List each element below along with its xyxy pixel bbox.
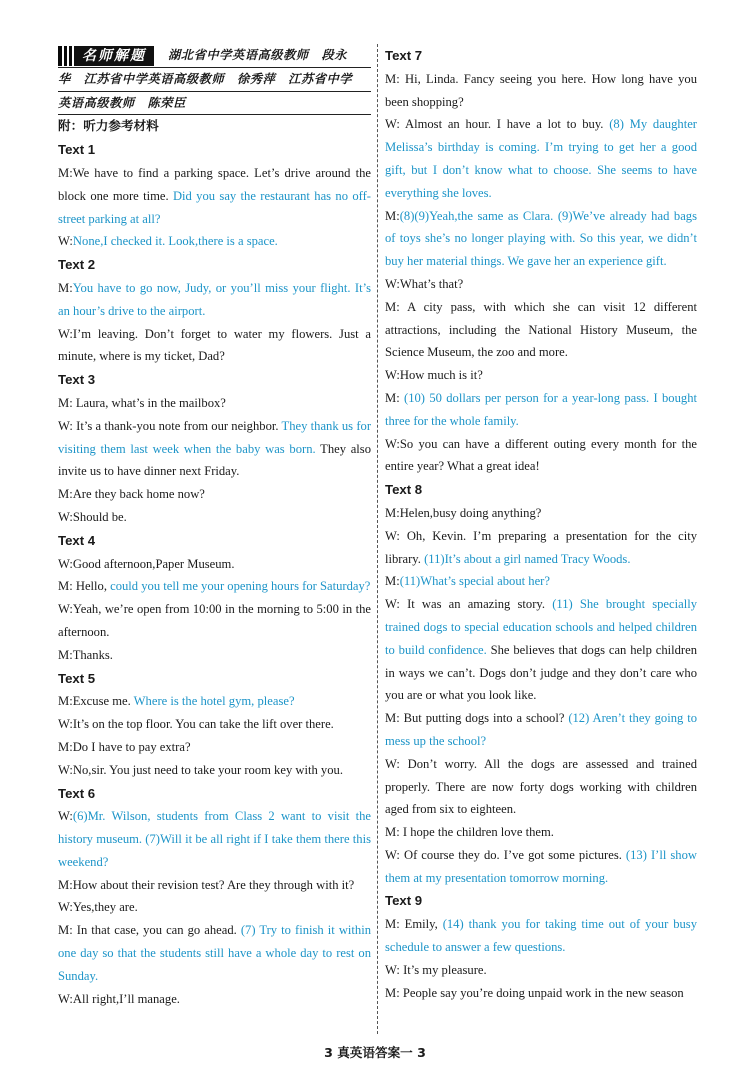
dialogue-text: M:How about their revision test? Are they through with it? [58,877,355,892]
dialogue-text: M: A city pass, with which she can visit 12 different attractions, including the National History Museum, the Science Museum, the zoo and more. [385,299,697,360]
dialogue-line [58,759,371,782]
dialogue-text: W:All right,I’ll manage. [58,991,180,1006]
dialogue-line [385,913,697,959]
dialogue-line [58,483,371,506]
dialogue-line [58,805,371,873]
dialogue-line [58,277,371,323]
byline-text-1: 湖北省中学英语高级教师 段永 [168,48,348,62]
dialogue-text: M:Thanks. [58,647,113,662]
answer-highlight: (13) I’ll show them at my presentation tomorrow morning. [385,847,697,885]
dialogue-text: W: Of course they do. I’ve got some pictures. [385,847,626,862]
dialogue-text: M: [385,390,405,405]
dialogue-text: M:We have to find a parking space. Let’s drive around the block one more time. [58,165,371,203]
dialogue-text: M: [385,208,400,223]
section-badge [58,46,154,66]
answer-highlight: None,I checked it. Look,there is a space. [72,234,278,249]
answer-highlight: Did you say the restaurant has no off-street parking at all? [58,188,371,226]
dialogue-text: W: It was an amazing story. [385,597,553,612]
dialogue-text: M: In that case, you can go ahead. [58,923,241,938]
answer-highlight: You have to go now, Judy, or you’ll miss your flight. It’s an hour’s drive to the airport. [58,280,371,318]
dialogue-line [385,205,697,273]
text-heading: Text 3 [58,372,96,388]
dialogue-line [385,525,697,571]
dialogue-line [385,821,697,844]
dialogue-text: W: It’s a thank-you note from our neighbor. [58,418,282,433]
dialogue-line [58,392,371,415]
dialogue-line [58,874,371,897]
dialogue-line [385,593,697,707]
dialogue-line [385,113,697,204]
dialogue-text: She believes that dogs can help children in ways we can’t. Dogs don’t judge and they don’t care who you are or what you look like. [385,642,697,703]
text-heading: Text 5 [58,670,96,686]
dialogue-line [58,736,371,759]
right-transcript [385,45,697,1004]
dialogue-text: W:It’s on the top floor. You can take the lift over there. [58,717,334,732]
answer-highlight: (6)Mr. Wilson, students from Class 2 want to visit the history museum. (7)Will it be all right if I take them there this weekend? [58,809,371,869]
author-byline [58,44,371,115]
answer-highlight: (12) Aren’t they going to mess up the school? [385,711,697,748]
dialogue-text: M: [58,280,73,295]
dialogue-line [385,433,697,479]
dialogue-text: They also invite us to have dinner next Friday. [58,441,372,479]
dialogue-line [385,707,697,753]
dialogue-text: M: Emily, [385,917,443,932]
dialogue-line [58,690,371,713]
dialogue-text: M: Hello, [58,579,111,594]
dialogue-line [58,323,371,369]
dialogue-text: W:So you can have a different outing every month for the entire year? What a great idea! [385,436,697,474]
dialogue-line [385,387,697,433]
text-heading: Text 9 [385,893,423,909]
dialogue-line [58,415,371,483]
dialogue-line [58,713,371,736]
answer-highlight: (8) My daughter Melissa’s birthday is coming. I’m trying to get her a good gift, but I don’t know what to choose. She seems to have everything she loves. [385,117,697,200]
dialogue-text: M: [385,574,400,589]
dialogue-line [58,575,371,598]
text-heading: Text 4 [58,532,96,548]
dialogue-line [58,919,371,987]
dialogue-text: W:No,sir. You just need to take your room key with you. [58,762,343,777]
dialogue-line [385,844,697,890]
right-column [385,44,697,1004]
column-divider [377,44,378,1034]
dialogue-text: M:Helen,busy doing anything? [385,505,542,520]
dialogue-text: W: It’s my pleasure. [385,962,487,977]
page-footer: 3 真英语答案一 3 [324,1045,426,1060]
byline-row-3: 英语高级教师 陈荣臣 [58,92,371,116]
dialogue-line [385,982,697,1005]
badge-bars-icon [58,46,74,66]
dialogue-line [385,364,697,387]
dialogue-text: M:Are they back home now? [58,487,205,502]
text-heading: Text 2 [58,257,96,273]
dialogue-text: W:How much is it? [385,368,483,383]
dialogue-text: W: Almost an hour. I have a lot to buy. [385,117,610,132]
dialogue-text: M: Laura, what’s in the mailbox? [58,395,226,410]
dialogue-text: M: Hi, Linda. Fancy seeing you here. How long have you been shopping? [385,71,697,109]
dialogue-text: W:Yes,they are. [58,900,138,915]
dialogue-text: M:Do I have to pay extra? [58,739,191,754]
dialogue-text: W: Oh, Kevin. I’m preparing a presentation for the city library. [385,528,697,566]
answer-highlight: (14) thank you for taking time out of your busy schedule to answer a few questions. [385,917,697,955]
appendix-heading: 附：听力参考材料 [58,118,159,134]
dialogue-text: M: People say you’re doing unpaid work in the new season [385,985,684,1000]
dialogue-text: W:I’m leaving. Don’t forget to water my flowers. Just a minute, where is my ticket, Dad? [58,326,371,364]
dialogue-line [58,553,371,576]
byline-row-2: 华 江苏省中学英语高级教师 徐秀萍 江苏省中学 [58,68,371,92]
dialogue-line [58,988,371,1011]
left-transcript [58,139,371,1010]
dialogue-line [385,570,697,593]
left-column [58,44,371,1010]
answer-highlight: could you tell me your opening hours for Saturday? [110,579,371,594]
answer-highlight: (11)What’s special about her? [399,574,550,589]
dialogue-text: M: But putting dogs into a school? [385,711,569,726]
dialogue-text: W:Good afternoon,Paper Museum. [58,556,235,571]
dialogue-text: M: I hope the children love them. [385,825,554,840]
dialogue-text: W: [58,234,73,249]
dialogue-line [58,644,371,667]
dialogue-text: W:What’s that? [385,276,464,291]
dialogue-line [385,296,697,364]
dialogue-line [58,162,371,230]
dialogue-line [385,273,697,296]
dialogue-line [385,959,697,982]
dialogue-text: W:Yeah, we’re open from 10:00 in the morning to 5:00 in the afternoon. [58,602,371,639]
dialogue-line [58,896,371,919]
dialogue-text: W: [58,809,73,824]
dialogue-line [385,502,697,525]
text-heading: Text 7 [385,48,423,63]
answer-highlight: (10) 50 dollars per person for a year-long pass. I bought three for the whole family. [385,390,697,428]
dialogue-line [385,753,697,821]
text-heading: Text 6 [58,785,96,801]
answer-highlight: (7) Try to finish it within one day so that the students still have a whole day to rest on Sunday. [58,923,371,983]
dialogue-text: M:Excuse me. [58,694,134,709]
answer-highlight: (8)(9)Yeah,the same as Clara. (9)We’ve already had bags of toys she’s no longer playing with. So this year, we didn’t buy her material things. We gave her an experience gift. [385,208,697,269]
dialogue-text: W:Should be. [58,509,127,524]
dialogue-line [58,230,371,253]
dialogue-text: W: Don’t worry. All the dogs are assessed and trained properly. There are now forty dogs working with children aged from six to eighteen. [385,756,697,817]
dialogue-line [58,598,371,644]
answer-highlight: They thank us for visiting them last week when the baby was born. [58,418,372,456]
badge-label: 名师解题 [74,46,154,66]
answer-highlight: Where is the hotel gym, please? [133,694,295,709]
text-heading: Text 8 [385,482,423,498]
dialogue-line [385,68,697,114]
text-heading: Text 1 [58,142,96,158]
answer-highlight: (11) She brought specially trained dogs to special education schools and helped children to build confidence. [385,597,697,657]
byline-row-1 [58,44,371,68]
dialogue-line [58,506,371,529]
answer-highlight: (11)It’s about a girl named Tracy Woods. [424,551,631,566]
